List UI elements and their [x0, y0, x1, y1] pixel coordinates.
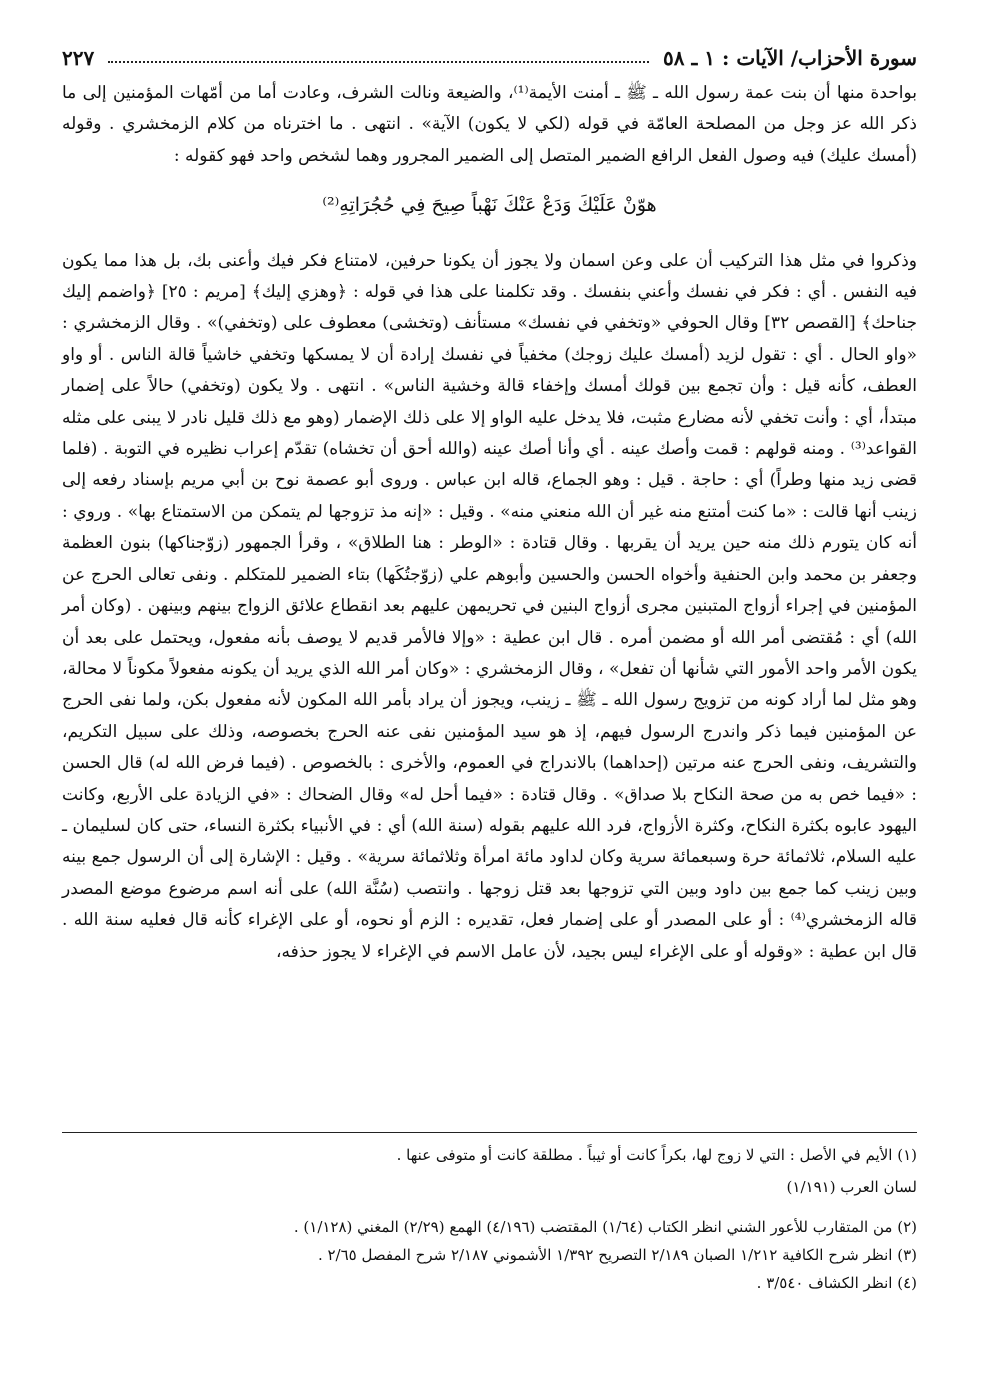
- main-text: [62, 78, 917, 968]
- footnotes: [62, 1132, 917, 1297]
- poetry-verse: هوّنْ عَلَيْكَ وَدَعْ عَنْكَ نَهْباً صِيحَ فِي حُجُرَاتِهِ⁽²⁾: [322, 194, 657, 217]
- footnote-4: (٤) انظر الكشاف ٣/٥٤٠ .: [756, 1274, 917, 1292]
- page-number: ٢٢٧: [62, 46, 95, 70]
- page-header: [62, 38, 917, 78]
- paragraph: بواحدة منها أن بنت عمة رسول الله ـ ﷺ ـ أمنت الأيمة⁽¹⁾، والضيعة ونالت الشرف، وعادت أما من أمّهات المؤمنين إلى ما ذكر الله عز وجل من المصلحة العامّة في قوله (لكي لا يكون) الآية» . انتهى . ما اخترناه من كلام الزمخشري . وقوله (أمسك عليك) فيه وصول الفعل الرافع الضمير المتصل إلى الضمير المجرور وهما لشخص واحد فهو كقوله :: [62, 83, 917, 166]
- dotted-leader: [108, 61, 649, 63]
- running-title: سورة الأحزاب/ الآيات : ١ ـ ٥٨: [663, 46, 917, 70]
- footnote-1: (١) الأيم في الأصل : التي لا زوج لها، بكراً كانت أو ثيباً . مطلقة كانت أو متوفى عنها .: [396, 1146, 917, 1164]
- footnote-2: (٢) من المتقارب للأعور الشني انظر الكتاب (١/٦٤) المقتضب (٤/١٩٦) الهمع (٢/٢٩) المغني (١/١٢٨) .: [293, 1218, 917, 1236]
- footnote-3: (٣) انظر شرح الكافية ١/٢١٢ الصبان ٢/١٨٩ التصريح ١/٣٩٢ الأشموني ٢/١٨٧ شرح المفصل ٢/٦٥ .: [317, 1246, 917, 1264]
- paragraph: وذكروا في مثل هذا التركيب أن على وعن اسمان ولا يجوز أن يكونا حرفين، لامتناع فكر فيك وأعنى بك، بل هذا مما يكون فيه النفس . أي : فكر في نفسك وأعني بنفسك . وقد تكلمنا على هذا في قوله : ﴿وهزي إليك﴾ [مريم : ٢٥] ﴿واضمم إليك جناحك﴾ [القصص ٣٢] وقال الحوفي «وتخفي في نفسك» مستأنف (وتخشى) معطوف على (وتخفي)» . وقال الزمخشري : «واو الحال . أي : تقول لزيد (أمسك عليك زوجك) مخفياً في نفسك إرادة أن لا يمسكها وتخفي خاشياً قالة الناس . أو واو العطف، كأنه قيل : وأن تجمع بين قولك أمسك وإخفاء قالة وخشية الناس» . انتهى . ولا يكون (وتخفي) حالاً على إضمار مبتدأ، أي : وأنت تخفي لأنه مضارع مثبت، فلا يدخل عليه الواو إلا على ذلك الإضمار (وهو مع ذلك قليل نادر لا يبنى على مثله القواعد⁽³⁾ . ومنه قولهم : قمت وأصك عينه . أي وأنا أصك عينه (والله أحق أن تخشاه) تقدّم إعراب نظيره في التوبة . (فلما قضى زيد منها وطراً) أي : حاجة . قيل : وهو الجماع، قاله ابن عباس . وروى أبو عصمة نوح بن أبي مريم بإسناد رفعه إلى زينب أنها قالت : «ما كنت أمتنع منه غير أن الله منعني منه» . وقيل : «إنه مذ تزوجها لم يتمكن من الاستمتاع بها» . وروي : أنه كان يتورم ذلك منه حين يريد أن يقربها . وقال قتادة : «الوطر : هنا الطلاق» ، وقرأ الجمهور (زوّجناكها) بنون العظمة وجعفر بن محمد وابن الحنفية وأخواه الحسن والحسين وأبوهم علي (زوّجتُكَها) بتاء الضمير للمتكلم . ونفى تعالى الحرج عن المؤمنين في إجراء أزواج المتبنين مجرى أزواج البنين في تحريمهن عليهم بعد انقطاع علائق الزواج بينهم وبينهن . (وكان أمر الله) أي : مُقتضى أمر الله أو مضمن أمره . قال ابن عطية : «وإلا فالأمر قديم لا يوصف بأنه مفعول، ويحتمل على بعد أن يكون الأمر واحد الأمور التي شأنها أن تفعل» ، وقال الزمخشري : «وكان أمر الله الذي يريد أن يكونه مفعولاً مكوناً لا محالة، وهو مثل لما أراد كونه من تزويج رسول الله ـ ﷺ ـ زينب، ويجوز أن يراد بأمر الله المكون لأنه مفعول بكن، ولما نفى الحرج عن المؤمنين فيما ذكر واندرج الرسول فيهم، إذ هو سيد المؤمنين نفى عنه الحرج بخصوصه، وذلك على سبيل التكريم، والتشريف، ونفى الحرج عنه مرتين (إحداهما) بالاندراج في العموم، والأخرى : بالخصوص . (فيما فرض الله له) قال الحسن : «فيما خص به من صحة النكاح بلا صداق» . وقال قتادة : «فيما أحل له» وقال الضحاك : «في الزيادة على الأربع، وكانت اليهود عابوه بكثرة النكاح، وكثرة الأزواج، فرد الله عليهم بقوله (سنة الله) أي : في الأنبياء بكثرة النساء، حتى كان لسليمان ـ عليه السلام، ثلاثمائة حرة وسبعمائة سرية وكان لداود مائة امرأة وثلاثمائة سرية» . وقيل : الإشارة إلى أن الرسول جمع بينه وبين زينب كما جمع بين داود وبين التي تزوجها بعد قتل زوجها . وانتصب (سُنَّة الله) على أنه اسم مرضوع موضع المصدر قاله الزمخشري⁽⁴⁾ : أو على المصدر أو على إضمار فعل، تقديره : الزم أو نحوه، أو على الإغراء كأنه قال فعليه سنة الله . قال ابن عطية : «وقوله أو على الإغراء ليس بجيد، لأن عامل الاسم في الإغراء لا يجوز حذفه،: [62, 250, 917, 962]
- footnote-1-source: لسان العرب (١/١٩١): [786, 1178, 917, 1196]
